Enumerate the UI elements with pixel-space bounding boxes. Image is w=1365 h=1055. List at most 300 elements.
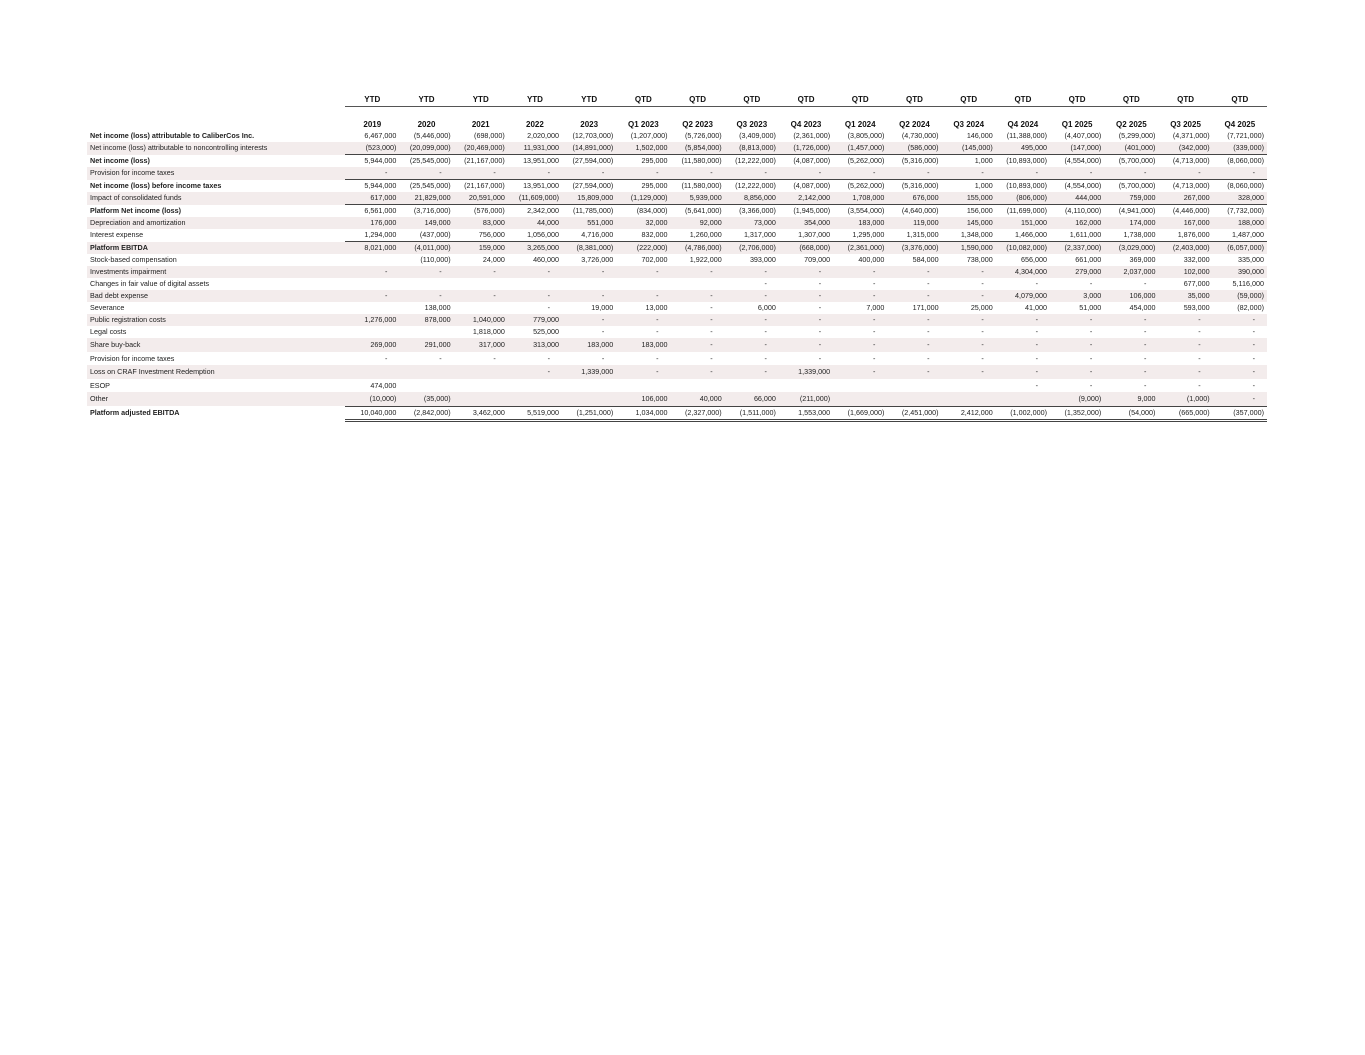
value-cell: -	[1089, 353, 1093, 363]
value-cell: (21,167,000)	[454, 155, 508, 168]
value-cell: (834,000)	[616, 205, 670, 218]
value-cell	[779, 379, 833, 393]
value-cell: 702,000	[641, 255, 668, 264]
row-label: Provision for income taxes	[87, 167, 345, 180]
value-cell: 4,716,000	[581, 230, 614, 239]
value-cell: -	[1213, 338, 1267, 352]
value-cell: (5,446,000)	[413, 131, 451, 140]
value-cell: (4,713,000)	[1158, 155, 1212, 168]
value-cell: 92,000	[670, 217, 724, 229]
value-cell: -	[616, 365, 670, 379]
period-type-header: YTD	[562, 92, 616, 107]
value-cell: (2,337,000)	[1050, 242, 1104, 255]
value-cell: 1,876,000	[1177, 230, 1210, 239]
value-cell: -	[833, 314, 887, 326]
value-cell: -	[1213, 314, 1267, 326]
value-cell: 617,000	[345, 192, 399, 205]
value-cell	[887, 392, 941, 406]
value-cell: 6,467,000	[364, 131, 397, 140]
value-cell: -	[454, 167, 508, 180]
value-cell: -	[1198, 327, 1201, 336]
value-cell: (10,082,000)	[996, 242, 1050, 255]
value-cell: -	[996, 338, 1050, 352]
value-cell: (5,700,000)	[1104, 180, 1158, 193]
value-cell: -	[1158, 167, 1212, 180]
value-cell: -	[601, 353, 605, 363]
value-cell: 474,000	[370, 380, 397, 390]
value-cell: (3,366,000)	[725, 205, 779, 218]
value-cell: -	[601, 327, 605, 336]
table-row	[87, 326, 1267, 338]
value-cell: -	[1144, 279, 1147, 288]
value-cell: 83,000	[454, 217, 508, 229]
value-cell: -	[996, 167, 1050, 180]
value-cell: (6,057,000)	[1213, 242, 1267, 255]
value-cell: 10,040,000	[345, 406, 399, 420]
value-cell: -	[1144, 380, 1147, 390]
value-cell: -	[887, 338, 941, 352]
value-cell: 11,931,000	[508, 142, 562, 155]
row-label: Interest expense	[90, 230, 144, 240]
row-label: Other	[87, 392, 345, 406]
value-cell: 24,000	[482, 255, 505, 264]
value-cell: (5,641,000)	[670, 205, 724, 218]
value-cell: 709,000	[804, 255, 831, 264]
value-cell: -	[833, 338, 887, 352]
value-cell: 25,000	[970, 303, 993, 312]
value-cell: (1,457,000)	[833, 142, 887, 155]
value-cell: -	[725, 338, 779, 352]
value-cell: -	[942, 314, 996, 326]
value-cell: (35,000)	[399, 392, 453, 406]
value-cell: 1,487,000	[1232, 230, 1264, 239]
value-cell: 677,000	[1183, 279, 1210, 288]
value-cell: -	[656, 353, 659, 363]
value-cell: (3,805,000)	[847, 131, 885, 140]
value-cell: (11,580,000)	[670, 180, 724, 193]
value-cell: (3,376,000)	[887, 242, 941, 255]
value-cell: 460,000	[533, 255, 560, 264]
value-cell: (2,361,000)	[833, 242, 887, 255]
value-cell: (4,407,000)	[1064, 131, 1102, 140]
value-cell: -	[670, 266, 724, 278]
value-cell: 328,000	[1213, 192, 1267, 205]
row-label: Severance	[90, 303, 125, 312]
value-cell: -	[942, 167, 996, 180]
value-cell: 5,519,000	[508, 406, 562, 420]
period-type-header: QTD	[1158, 92, 1212, 107]
value-cell: (222,000)	[616, 242, 670, 255]
value-cell	[345, 278, 399, 290]
row-label: Changes in fair value of digital assets	[90, 279, 210, 288]
value-cell: (576,000)	[454, 205, 508, 218]
value-cell	[508, 379, 562, 393]
value-cell: (2,706,000)	[725, 242, 779, 255]
value-cell: 4,304,000	[996, 266, 1050, 278]
value-cell: 1,040,000	[454, 314, 508, 326]
value-cell	[996, 392, 1050, 406]
value-cell	[616, 379, 670, 393]
table-row	[87, 192, 1267, 205]
row-label: Bad debt expense	[87, 290, 345, 302]
value-cell: 759,000	[1104, 192, 1158, 205]
period-type-header: QTD	[1104, 92, 1158, 107]
value-cell	[725, 379, 779, 393]
period-header: Q1 2025	[1061, 120, 1093, 129]
value-cell: (3,409,000)	[739, 131, 776, 140]
value-cell: 2,020,000	[527, 131, 560, 140]
table-row	[87, 290, 1267, 302]
value-cell: -	[508, 167, 562, 180]
value-cell: 188,000	[1213, 217, 1267, 229]
value-cell: 1,276,000	[345, 314, 399, 326]
table-row	[87, 352, 1267, 366]
value-cell: -	[764, 353, 767, 363]
value-cell: 102,000	[1158, 266, 1212, 278]
value-cell: -	[942, 290, 996, 302]
table-body	[87, 130, 1267, 420]
value-cell: 738,000	[966, 255, 993, 264]
value-cell: (4,087,000)	[779, 155, 833, 168]
value-cell: (698,000)	[474, 131, 505, 140]
value-cell: 593,000	[1183, 303, 1210, 312]
value-cell: (1,669,000)	[833, 406, 887, 420]
value-cell: (20,469,000)	[454, 142, 508, 155]
value-cell: 159,000	[454, 242, 508, 255]
ebitda-reconciliation-table	[87, 92, 1267, 422]
value-cell: 1,590,000	[942, 242, 996, 255]
value-cell: -	[818, 353, 822, 363]
value-cell: -	[616, 314, 670, 326]
value-cell	[562, 379, 616, 393]
value-cell: (4,713,000)	[1158, 180, 1212, 193]
value-cell: 584,000	[912, 255, 939, 264]
value-cell: -	[981, 279, 984, 288]
value-cell: (12,222,000)	[725, 155, 779, 168]
value-cell: (342,000)	[1158, 142, 1212, 155]
value-cell: -	[562, 266, 616, 278]
value-cell: (4,011,000)	[399, 242, 453, 255]
value-cell: -	[725, 266, 779, 278]
value-cell: (7,721,000)	[1227, 131, 1264, 140]
value-cell: 400,000	[858, 255, 885, 264]
value-cell: -	[779, 290, 833, 302]
value-cell: -	[1252, 327, 1255, 336]
table-row	[87, 205, 1267, 218]
value-cell: -	[872, 327, 876, 336]
value-cell: -	[927, 279, 930, 288]
table-row	[87, 278, 1267, 290]
value-cell: -	[454, 266, 508, 278]
value-cell	[399, 365, 453, 379]
value-cell: (3,554,000)	[833, 205, 887, 218]
value-cell: (523,000)	[345, 142, 399, 155]
value-cell	[345, 302, 399, 314]
table-row	[87, 365, 1267, 379]
value-cell: 32,000	[616, 217, 670, 229]
value-cell: -	[818, 279, 822, 288]
value-cell	[670, 379, 724, 393]
value-cell: (4,640,000)	[887, 205, 941, 218]
value-cell: 1,034,000	[616, 406, 670, 420]
row-label: Investments impairment	[87, 266, 345, 278]
value-cell: (2,327,000)	[670, 406, 724, 420]
period-header: Q2 2025	[1115, 120, 1147, 129]
period-type-header-row	[87, 92, 1267, 107]
value-cell: 756,000	[478, 230, 505, 239]
period-type-header: YTD	[508, 92, 562, 107]
value-cell: 2,412,000	[942, 406, 996, 420]
row-label: ESOP	[90, 380, 110, 390]
value-cell: -	[764, 327, 767, 336]
value-cell	[508, 392, 562, 406]
value-cell: 13,000	[645, 303, 668, 312]
value-cell	[345, 365, 399, 379]
value-cell: -	[1144, 353, 1147, 363]
value-cell: -	[887, 365, 941, 379]
row-label: Impact of consolidated funds	[87, 192, 345, 205]
value-cell: (5,262,000)	[833, 155, 887, 168]
value-cell: (147,000)	[1050, 142, 1104, 155]
value-cell: -	[725, 167, 779, 180]
header-corner	[87, 107, 345, 131]
period-header: 2020	[417, 120, 436, 129]
row-label: Net income (loss) before income taxes	[90, 180, 222, 190]
value-cell: -	[439, 353, 442, 363]
value-cell: -	[1050, 365, 1104, 379]
value-cell: 13,951,000	[508, 155, 562, 168]
value-cell	[454, 365, 508, 379]
value-cell: -	[818, 327, 822, 336]
value-cell: 183,000	[562, 338, 616, 352]
value-cell: -	[1050, 338, 1104, 352]
value-cell: 878,000	[399, 314, 453, 326]
period-header: Q1 2024	[844, 120, 876, 129]
value-cell: (11,609,000)	[508, 192, 562, 205]
table-row	[87, 314, 1267, 326]
value-cell: -	[887, 290, 941, 302]
value-cell: 19,000	[591, 303, 614, 312]
value-cell: -	[1213, 392, 1267, 406]
value-cell: -	[887, 266, 941, 278]
value-cell: 1,295,000	[852, 230, 885, 239]
value-cell: 454,000	[1129, 303, 1156, 312]
table-row	[87, 392, 1267, 406]
ebitda-reconciliation-sheet	[87, 92, 1267, 422]
value-cell: -	[725, 290, 779, 302]
value-cell: -	[1035, 279, 1039, 288]
value-cell: -	[1089, 279, 1093, 288]
value-cell: -	[616, 167, 670, 180]
value-cell: -	[547, 353, 551, 363]
period-header: Q4 2023	[790, 120, 822, 129]
value-cell: 5,116,000	[1232, 279, 1264, 288]
value-cell: 44,000	[508, 217, 562, 229]
value-cell: 551,000	[562, 217, 616, 229]
row-label: Depreciation and amortization	[87, 217, 345, 229]
value-cell: -	[887, 167, 941, 180]
value-cell: (54,000)	[1104, 406, 1158, 420]
value-cell: -	[996, 365, 1050, 379]
value-cell: 1,708,000	[833, 192, 887, 205]
value-cell: 40,000	[670, 392, 724, 406]
value-cell: (806,000)	[996, 192, 1050, 205]
value-cell: -	[1050, 314, 1104, 326]
value-cell: 6,000	[757, 303, 776, 312]
value-cell: 5,944,000	[345, 155, 399, 168]
value-cell: (11,785,000)	[562, 205, 616, 218]
value-cell	[833, 379, 887, 393]
table-row	[87, 155, 1267, 168]
value-cell: -	[710, 353, 713, 363]
value-cell: (4,087,000)	[779, 180, 833, 193]
value-cell: (59,000)	[1213, 290, 1267, 302]
value-cell: -	[345, 266, 399, 278]
value-cell: (5,262,000)	[833, 180, 887, 193]
value-cell: -	[1158, 338, 1212, 352]
value-cell: 779,000	[508, 314, 562, 326]
value-cell: -	[981, 327, 984, 336]
value-cell: -	[1089, 380, 1093, 390]
period-header: 2021	[471, 120, 490, 129]
value-cell: 1,553,000	[779, 406, 833, 420]
row-label: Platform adjusted EBITDA	[90, 408, 180, 417]
row-label: Platform EBITDA	[87, 242, 345, 255]
value-cell	[887, 379, 941, 393]
value-cell: -	[818, 303, 822, 312]
value-cell: (357,000)	[1213, 406, 1267, 420]
value-cell: (145,000)	[942, 142, 996, 155]
value-cell: (3,029,000)	[1104, 242, 1158, 255]
value-cell: (2,842,000)	[399, 406, 453, 420]
value-cell: 41,000	[1025, 303, 1048, 312]
value-cell: 354,000	[779, 217, 833, 229]
value-cell: -	[833, 266, 887, 278]
value-cell: -	[710, 327, 713, 336]
table-row	[87, 266, 1267, 278]
value-cell: (4,730,000)	[901, 131, 939, 140]
value-cell: 332,000	[1183, 255, 1210, 264]
value-cell: -	[1213, 167, 1267, 180]
value-cell: -	[1104, 167, 1158, 180]
value-cell: (8,813,000)	[725, 142, 779, 155]
row-label: Provision for income taxes	[90, 353, 175, 363]
value-cell: 162,000	[1050, 217, 1104, 229]
value-cell: (1,207,000)	[630, 131, 668, 140]
value-cell: 7,000	[866, 303, 885, 312]
value-cell: -	[725, 365, 779, 379]
value-cell: -	[656, 327, 659, 336]
value-cell: 106,000	[1104, 290, 1158, 302]
value-cell	[833, 392, 887, 406]
value-cell: -	[779, 266, 833, 278]
value-cell: (5,700,000)	[1104, 155, 1158, 168]
value-cell: -	[1104, 338, 1158, 352]
value-cell: 1,339,000	[562, 365, 616, 379]
table-row	[87, 242, 1267, 255]
value-cell: 106,000	[616, 392, 670, 406]
value-cell: (1,000)	[1158, 392, 1212, 406]
value-cell: (8,060,000)	[1213, 180, 1267, 193]
value-cell: 3,726,000	[581, 255, 614, 264]
value-cell: (1,129,000)	[616, 192, 670, 205]
value-cell: -	[833, 365, 887, 379]
period-header-row	[87, 107, 1267, 131]
value-cell: -	[1104, 365, 1158, 379]
value-cell: -	[345, 167, 399, 180]
value-cell: -	[670, 314, 724, 326]
value-cell: -	[1158, 365, 1212, 379]
value-cell: 390,000	[1213, 266, 1267, 278]
value-cell: (4,554,000)	[1050, 155, 1104, 168]
value-cell: (25,545,000)	[399, 155, 453, 168]
period-type-header: QTD	[1050, 92, 1104, 107]
value-cell: -	[547, 303, 551, 312]
value-cell: 267,000	[1158, 192, 1212, 205]
value-cell: -	[942, 266, 996, 278]
period-header: Q4 2024	[1007, 120, 1039, 129]
period-header: Q3 2024	[953, 120, 985, 129]
period-header: Q3 2025	[1170, 120, 1201, 129]
value-cell: (27,594,000)	[562, 155, 616, 168]
row-label: Stock-based compensation	[90, 255, 177, 264]
period-type-header: QTD	[779, 92, 833, 107]
value-cell: -	[399, 167, 453, 180]
value-cell: (4,110,000)	[1050, 205, 1104, 218]
value-cell: 6,561,000	[345, 205, 399, 218]
value-cell: -	[1158, 314, 1212, 326]
value-cell: 171,000	[912, 303, 939, 312]
value-cell: (5,299,000)	[1118, 131, 1156, 140]
period-type-header: QTD	[616, 92, 670, 107]
value-cell: -	[384, 353, 388, 363]
value-cell: 1,922,000	[689, 255, 722, 264]
value-cell: (14,891,000)	[562, 142, 616, 155]
value-cell: (82,000)	[1237, 303, 1264, 312]
value-cell: 393,000	[749, 255, 776, 264]
value-cell: (27,594,000)	[562, 180, 616, 193]
header-corner	[87, 92, 345, 107]
period-type-header: QTD	[996, 92, 1050, 107]
value-cell: 5,944,000	[345, 180, 399, 193]
table-row	[87, 254, 1267, 266]
value-cell: 369,000	[1129, 255, 1156, 264]
value-cell: (7,732,000)	[1213, 205, 1267, 218]
value-cell: (437,000)	[419, 230, 451, 239]
value-cell: (1,511,000)	[725, 406, 779, 420]
value-cell: 9,000	[1104, 392, 1158, 406]
row-label: Net income (loss) attributable to CaliberCos Inc.	[90, 131, 255, 140]
value-cell: (401,000)	[1104, 142, 1158, 155]
table-row	[87, 302, 1267, 314]
period-header: Q2 2023	[682, 120, 713, 129]
value-cell: 13,951,000	[508, 180, 562, 193]
value-cell: (8,060,000)	[1213, 155, 1267, 168]
value-cell	[399, 278, 453, 290]
value-cell: 145,000	[942, 217, 996, 229]
value-cell: (21,167,000)	[454, 180, 508, 193]
value-cell: -	[1035, 327, 1039, 336]
value-cell: (4,786,000)	[670, 242, 724, 255]
value-cell: 51,000	[1079, 303, 1102, 312]
period-type-header: QTD	[887, 92, 941, 107]
table-row	[87, 379, 1267, 393]
value-cell: 20,591,000	[454, 192, 508, 205]
value-cell: -	[493, 353, 496, 363]
value-cell: 5,939,000	[670, 192, 724, 205]
value-cell: 119,000	[887, 217, 941, 229]
value-cell	[616, 278, 670, 290]
